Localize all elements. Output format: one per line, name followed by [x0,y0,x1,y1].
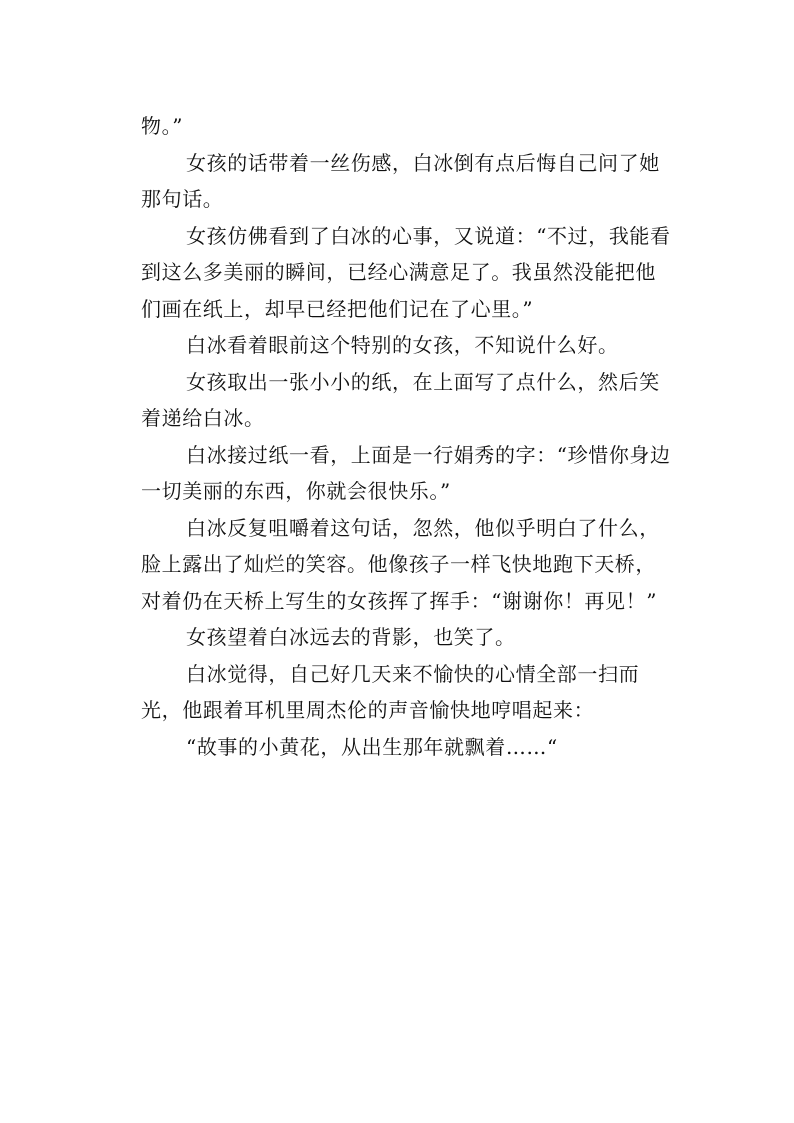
paragraph: 白冰觉得，自己好几天来不愉快的心情全部一扫而光，他跟着耳机里周杰伦的声音愉快地哼唱起来： [141,661,640,722]
paragraph-continuation: 物。” [141,114,184,138]
paragraph: 女孩仿佛看到了白冰的心事，又说道：“不过，我能看到这么多美丽的瞬间，已经心满意足了。我虽然没能把他们画在纸上，却早已经把他们记在了心里。” [141,223,671,321]
paragraph: “故事的小黄花，从出生那年就飘着……“ [186,734,558,759]
paragraph: 白冰反复咀嚼着这句话，忽然，他似乎明白了什么，脸上露出了灿烂的笑容。他像孩子一样飞快地跑下天桥，对着仍在天桥上写生的女孩挥了挥手：“谢谢你！再见！” [141,515,660,613]
paragraph: 女孩取出一张小小的纸，在上面写了点什么，然后笑着递给白冰。 [141,369,660,430]
paragraph: 女孩望着白冰远去的背影，也笑了。 [186,625,516,649]
paragraph: 女孩的话带着一丝伤感，白冰倒有点后悔自己问了她那句话。 [141,150,660,211]
paragraph: 白冰接过纸一看，上面是一行娟秀的字：“珍惜你身边一切美丽的东西，你就会很快乐。” [141,442,671,503]
paragraph: 白冰看着眼前这个特别的女孩，不知说什么好。 [186,333,619,357]
story-text [141,108,676,765]
